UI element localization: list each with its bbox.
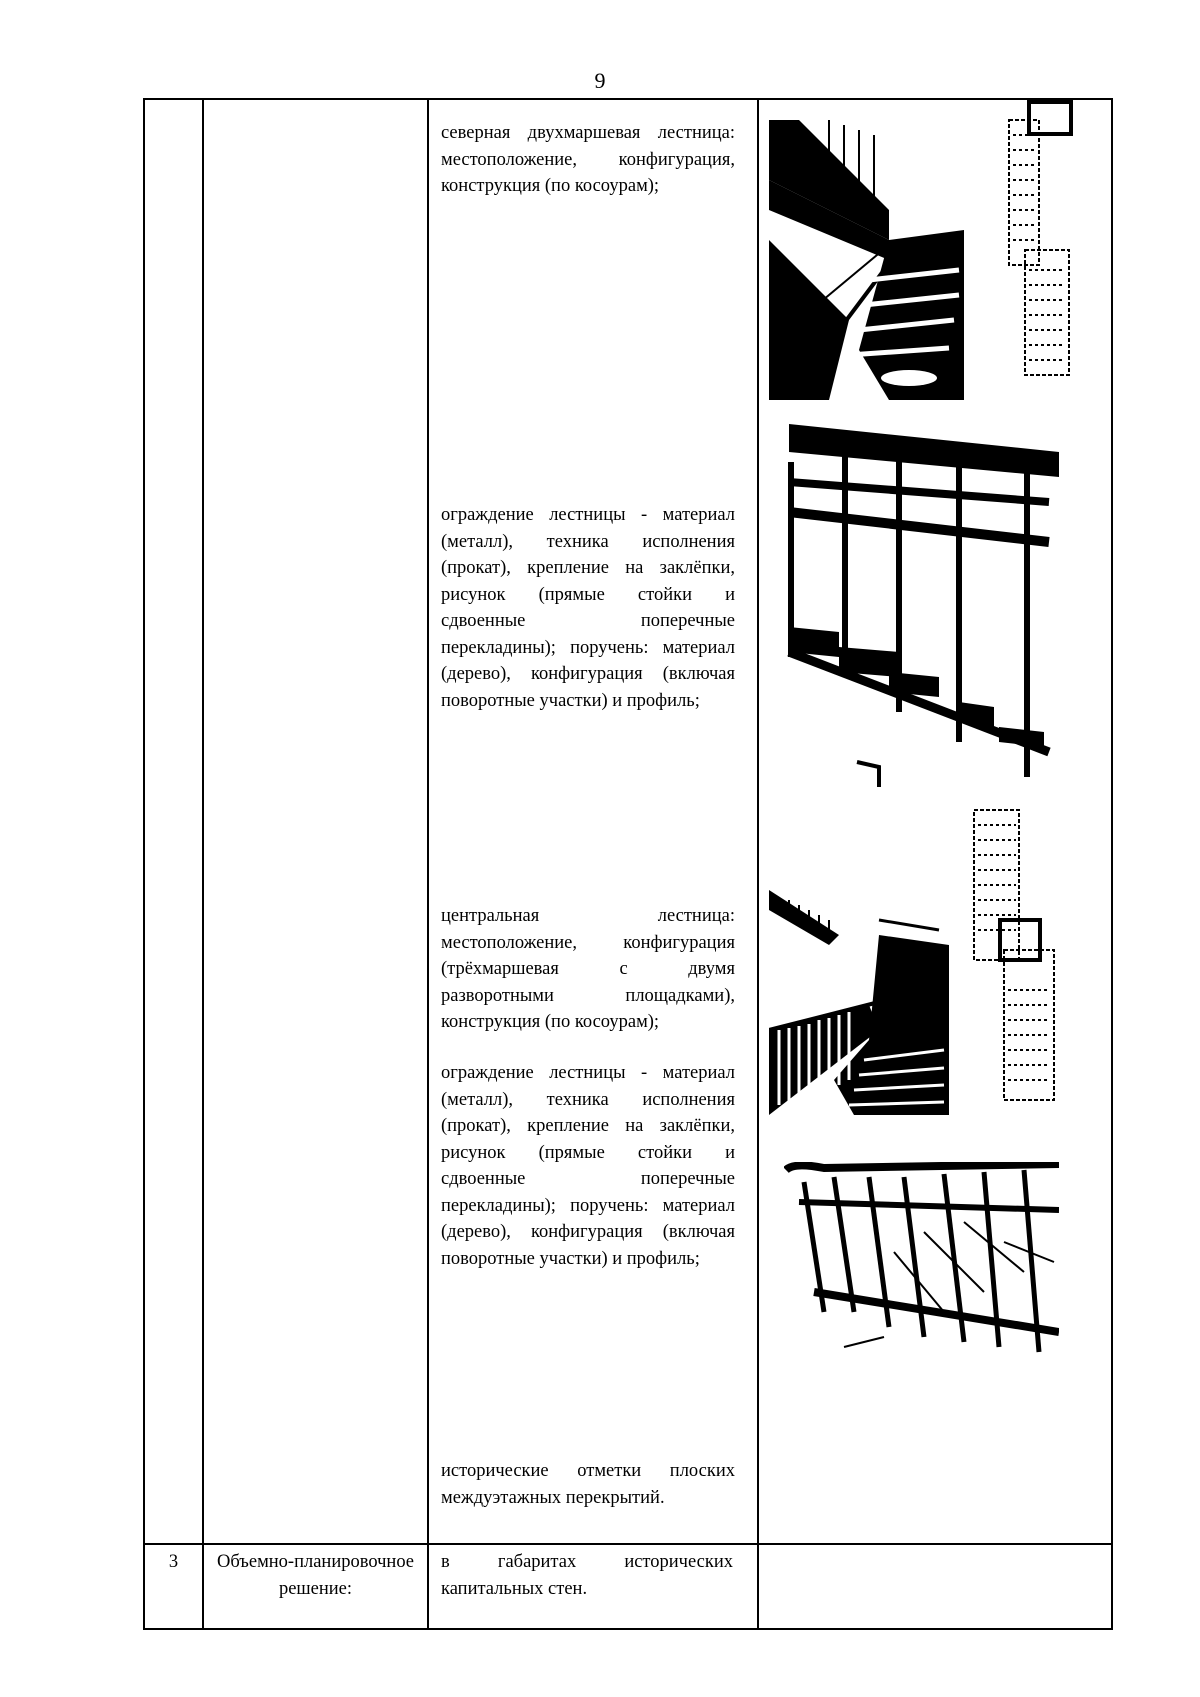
table-row	[144, 1544, 1112, 1629]
paragraph-central-railing: ограждение лестницы - материал (металл), техника исполнения (прокат), крепление на заклёпки, рисунок (прямые стойки и сдвоенные поперечные перекладины); поручень: материал (дерево), конфигурация (включая поворотные участки) и профиль;	[441, 1063, 735, 1269]
row-name: Объемно-планировочное решение:	[203, 1544, 428, 1629]
row-number: 3	[144, 1544, 203, 1629]
cell-photos	[758, 99, 1112, 1544]
north-staircase-photo	[769, 120, 964, 400]
paragraph-floor-levels: исторические отметки плоских междуэтажных перекрытий.	[441, 1461, 735, 1508]
paragraph-central-staircase: центральная лестница: местоположение, конфигурация (трёхмаршевая с двумя разворотными площадками), конструкция (по косоурам);	[441, 906, 735, 1032]
page-number: 9	[594, 68, 606, 93]
paragraph-north-railing: ограждение лестницы - материал (металл), техника исполнения (прокат), крепление на заклёпки, рисунок (прямые стойки и сдвоенные поперечные перекладины); поручень: материал (дерево), конфигурация (включая поворотные участки) и профиль;	[441, 505, 735, 711]
row-photos-empty	[758, 1544, 1112, 1629]
north-railing-detail-photo	[779, 422, 1059, 797]
row-description: в габаритах исторических капитальных стен.	[428, 1544, 758, 1629]
paragraph-north-staircase: северная двухмаршевая лестница: местоположение, конфигурация, конструкция (по косоурам);	[441, 123, 735, 196]
protected-features-table	[143, 98, 1113, 1630]
cell-description	[428, 99, 758, 1544]
cell-name	[203, 99, 428, 1544]
table-row	[144, 99, 1112, 1544]
central-staircase-floor-plan	[964, 790, 1084, 1115]
cell-number	[144, 99, 203, 1544]
central-staircase-photo	[769, 890, 949, 1115]
central-railing-detail-photo	[784, 1162, 1059, 1367]
north-staircase-floor-plan	[989, 100, 1089, 390]
